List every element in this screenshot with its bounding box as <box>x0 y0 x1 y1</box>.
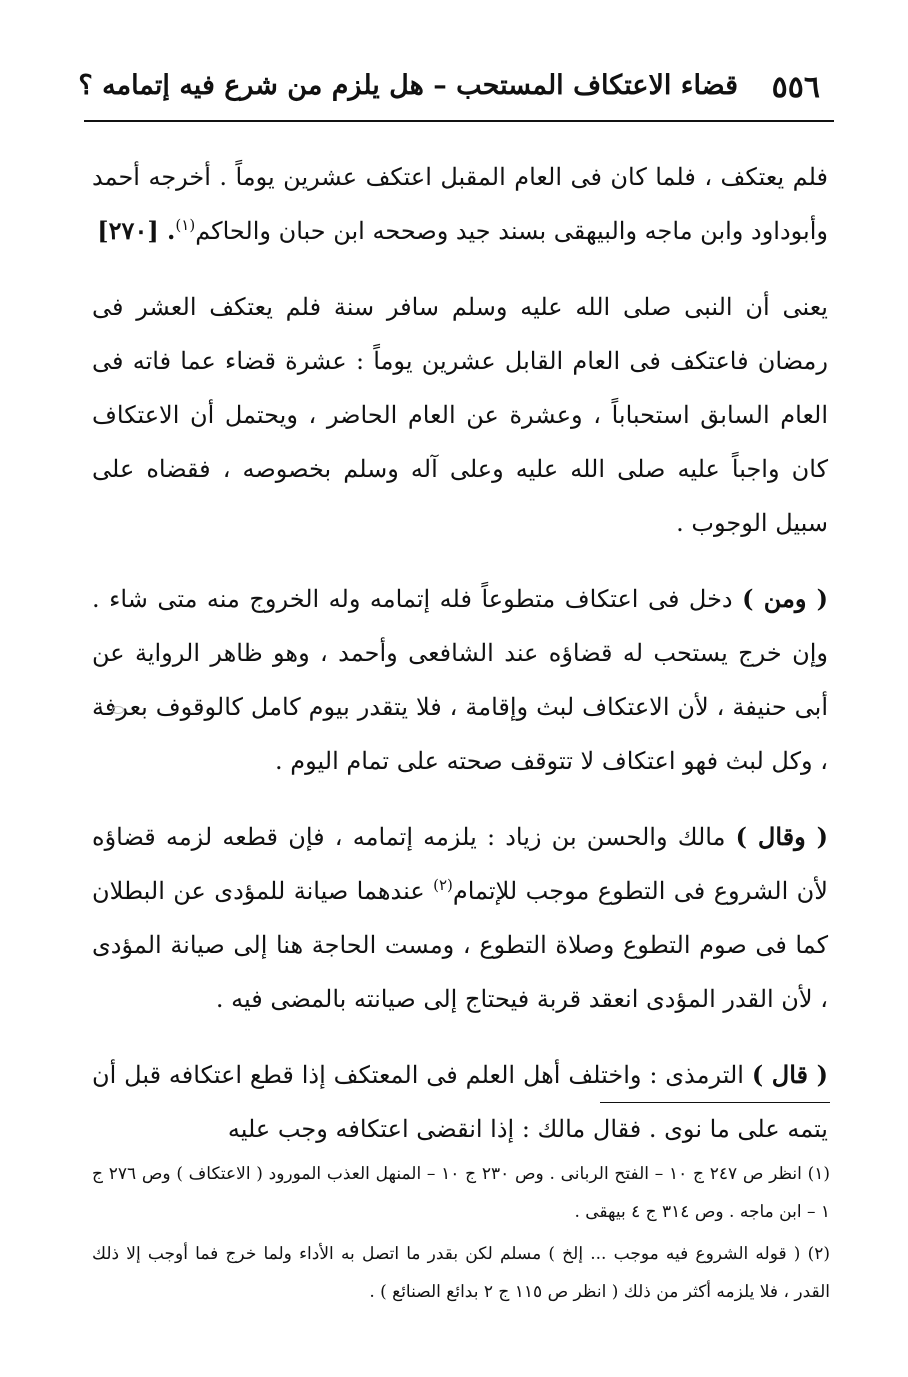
paragraph-3 <box>92 572 828 788</box>
paragraph-2 <box>92 280 828 550</box>
hadith-number: . [٢٧٠] <box>97 216 176 245</box>
running-title: قضاء الاعتكاف المستحب – هل يلزم من شرع فيه إتمامه ؟ <box>78 70 738 101</box>
ink-speck <box>112 706 124 714</box>
paragraph-4 <box>92 810 828 1026</box>
paragraph-4-text-b: عندهما صيانة للمؤدى عن البطلان كما فى صوم التطوع وصلاة التطوع ، ومست الحاجة هنا إلى صيانة المؤدى ، لأن القدر المؤدى انعقد قربة فيحتاج إلى صيانته بالمضى فيه . <box>92 877 828 1013</box>
paragraph-5-lead: ( قال ) <box>751 1060 828 1089</box>
footnote-1: (١) انظر ص ٢٤٧ ج ١٠ – الفتح الربانى . وص ٢٣٠ ج ١٠ – المنهل العذب المورود ( الاعتكاف ) وص ٢٧٦ ج ١ – ابن ماجه . وص ٣١٤ ج ٤ بيهقى . <box>92 1164 831 1222</box>
page-header <box>78 62 830 114</box>
page-number: ٥٥٦ <box>771 70 820 105</box>
footnote-ref-1[interactable]: (١) <box>175 216 196 234</box>
footnote-rule <box>600 1102 830 1103</box>
paragraph-2-text: يعنى أن النبى صلى الله عليه وسلم سافر سنة فلم يعتكف العشر فى رمضان فاعتكف فى العام القابل عشرين يوماً : عشرة قضاء عما فاته فى العام السابق استحباباً ، وعشرة عن العام الحاضر ، ويحتمل أن الاعتكاف كان واجباً عليه صلى الله عليه وعلى آله وسلم بخصوصه ، فقضاه على سبيل الوجوب . <box>92 293 828 537</box>
header-rule <box>84 120 834 122</box>
paragraph-1-text: فلم يعتكف ، فلما كان فى العام المقبل اعتكف عشرين يوماً . أخرجه أحمد وأبوداود وابن ماجه والبيهقى بسند جيد وصححه ابن حبان والحاكم <box>92 163 828 245</box>
footnotes <box>92 1155 830 1315</box>
footnote-2: (٢) ( قوله الشروع فيه موجب ... إلخ ) مسلم لكن بقدر ما اتصل به الأداء ولما خرج فما أوجب إلا ذلك القدر ، فلا يلزمه أكثر من ذلك ( انظر ص ١١٥ ج ٢ بدائع الصنائع ) . <box>92 1244 830 1302</box>
paragraph-3-lead: ( ومن ) <box>742 584 828 613</box>
footnote-ref-2[interactable]: (٢) <box>433 876 453 894</box>
main-text <box>92 150 828 1178</box>
paragraph-1 <box>92 150 828 258</box>
paragraph-5-text: الترمذى : واختلف أهل العلم فى المعتكف إذا قطع اعتكافه قبل أن يتمه على ما نوى . فقال مالك : إذا انقضى اعتكافه وجب عليه <box>92 1061 828 1143</box>
paragraph-3-text: دخل فى اعتكاف متطوعاً فله إتمامه وله الخروج منه متى شاء . وإن خرج يستحب له قضاؤه عند الشافعى وأحمد ، وهو ظاهر الرواية عن أبى حنيفة ، لأن الاعتكاف لبث وإقامة ، فلا يتقدر بيوم كامل كالوقوف بعرفة ، وكل لبث فهو اعتكاف لا تتوقف صحته على تمام اليوم . <box>92 585 828 775</box>
paragraph-4-text-a: مالك والحسن بن زياد : يلزمه إتمامه ، فإن قطعه لزمه قضاؤه لأن الشروع فى التطوع موجب للإتمام <box>92 823 828 905</box>
paragraph-4-lead: ( وقال ) <box>735 822 828 851</box>
